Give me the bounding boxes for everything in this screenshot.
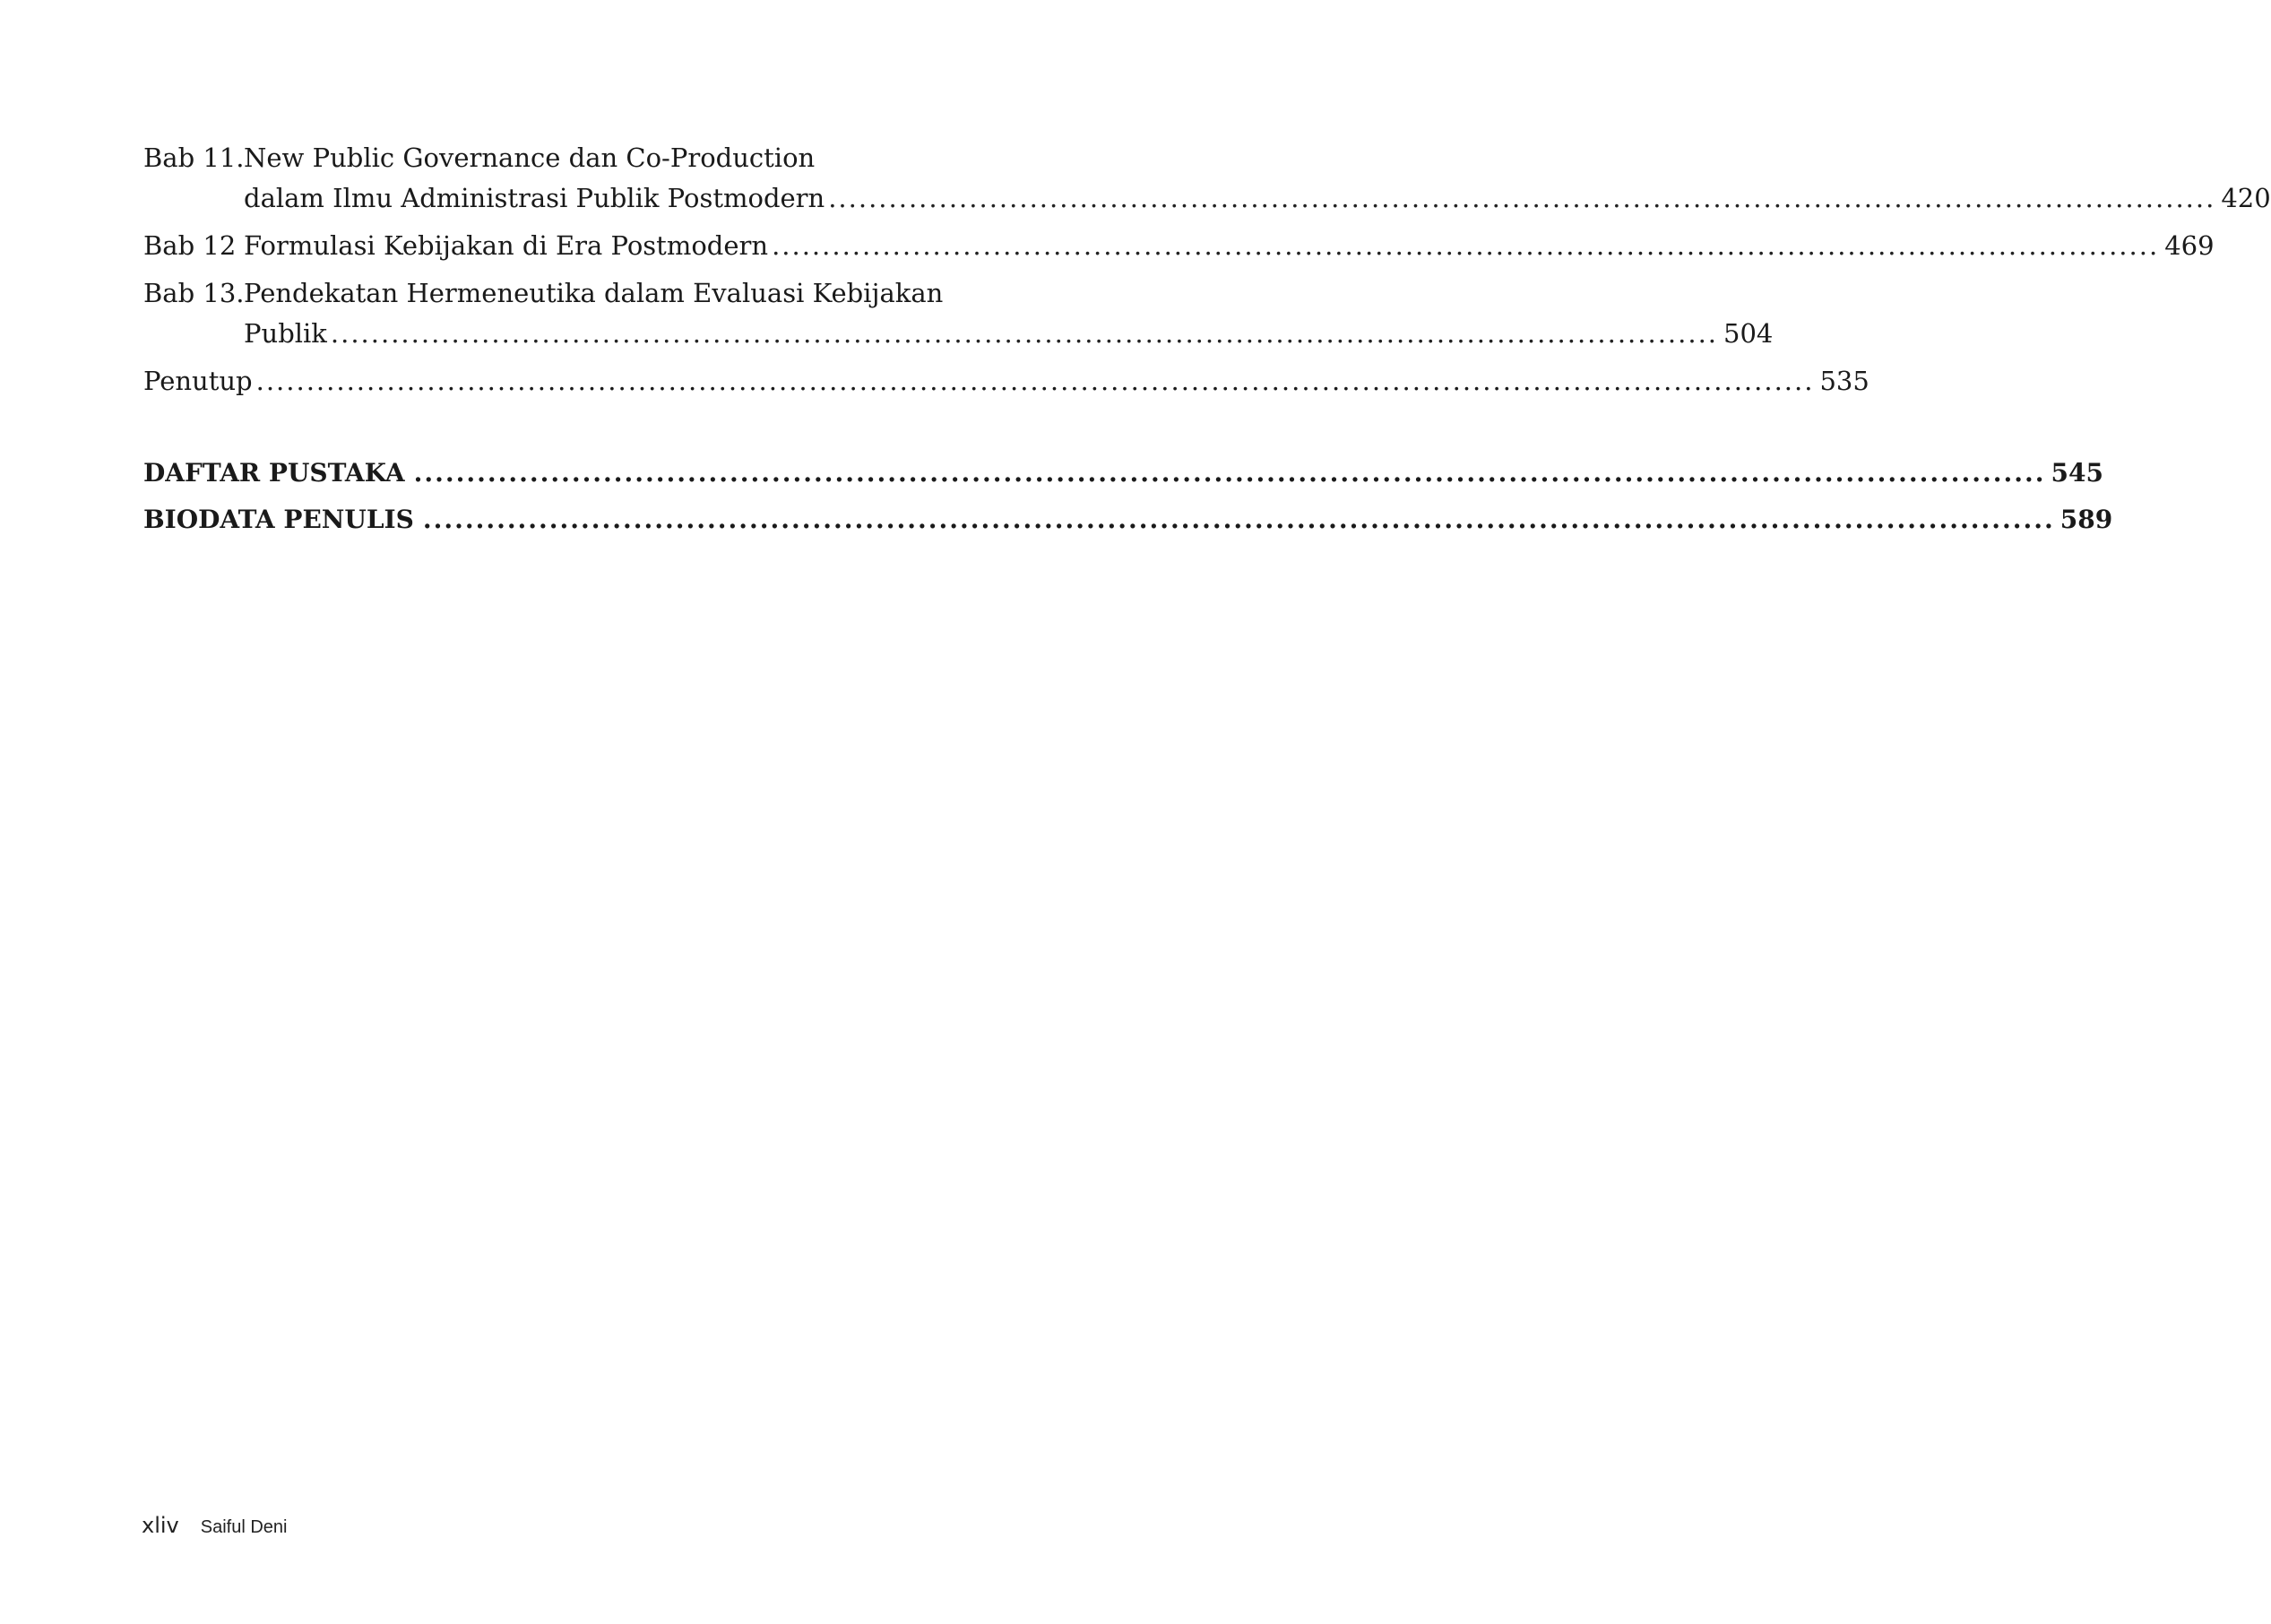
chapter-title-line: Publik: [244, 318, 327, 349]
chapter-number: Bab 11.: [143, 143, 245, 173]
running-footer-author: Saiful Deni: [200, 1517, 288, 1537]
chapter-title-line: dalam Ilmu Administrasi Publik Postmodern: [244, 183, 825, 213]
toc-entry-biodata-penulis[interactable]: [143, 498, 2113, 541]
page-number: 545: [2051, 458, 2103, 488]
table-of-contents: [143, 138, 2271, 545]
toc-entry-daftar-pustaka[interactable]: [143, 452, 2103, 495]
toc-entry-bab-11[interactable]: [143, 138, 2271, 219]
dot-leader: ...........................................................................................................................................................: [413, 458, 2046, 488]
page-number: 535: [1819, 366, 1869, 396]
section-title: BIODATA PENULIS: [143, 505, 414, 534]
chapter-title-line: Formulasi Kebijakan di Era Postmodern: [244, 230, 769, 261]
chapter-number: Bab 13.: [143, 278, 245, 308]
chapter-title-line: Pendekatan Hermeneutika dalam Evaluasi Kebijakan: [244, 278, 944, 308]
major-sections: [143, 452, 2113, 541]
page-number: 504: [1723, 318, 1774, 349]
toc-entry-penutup[interactable]: [143, 361, 1869, 402]
dot-leader: ..........................................................................................................................................: [828, 183, 2216, 213]
dot-leader: ...........................................................................................................................................................: [422, 505, 2055, 534]
page-footer: [142, 1513, 287, 1538]
dot-leader: ..........................................................................................................................................: [772, 230, 2160, 261]
folio-page-number: xliv: [142, 1513, 179, 1538]
dot-leader: ..........................................................................................................................................: [330, 318, 1719, 349]
closing-title: Penutup: [143, 366, 253, 396]
page-number: 469: [2164, 230, 2215, 261]
toc-entry-bab-12[interactable]: [143, 226, 2215, 266]
page-number: 420: [2221, 183, 2271, 213]
chapter-title-line: New Public Governance dan Co-Production: [244, 143, 816, 173]
section-title: DAFTAR PUSTAKA: [143, 458, 405, 488]
chapter-number: Bab 12: [143, 230, 237, 261]
toc-entry-bab-13[interactable]: [143, 273, 1774, 354]
dot-leader: ...........................................................................................................................................................: [255, 366, 1815, 396]
page-number: 589: [2059, 505, 2113, 534]
